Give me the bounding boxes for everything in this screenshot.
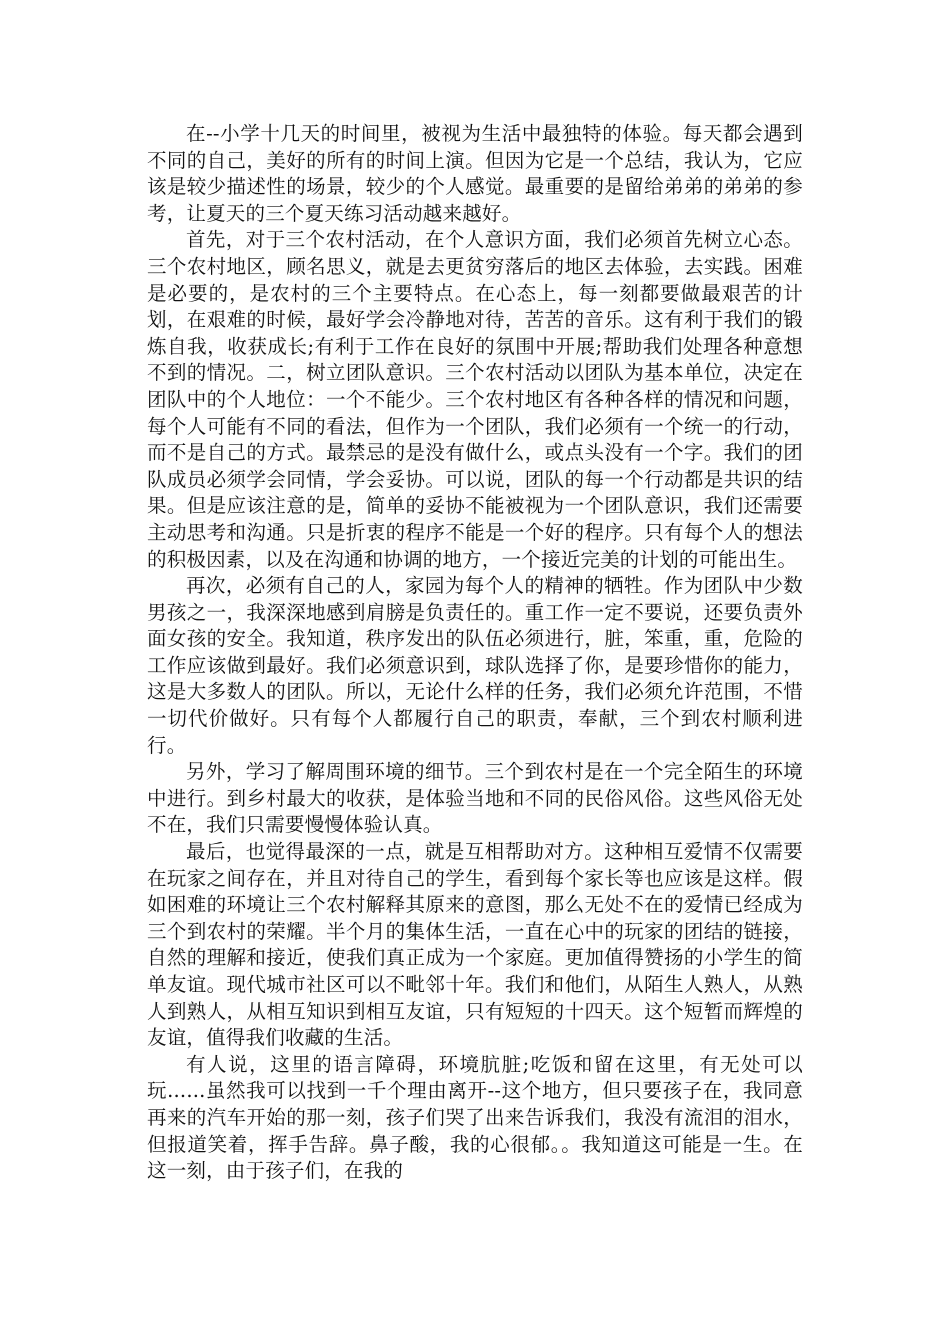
body-text bbox=[147, 121, 803, 1185]
paragraph-mutual-help: 最后，也觉得最深的一点，就是互相帮助对方。这种相互爱情不仅需要在玩家之间存在，并且对待自己的学生，看到每个家长等也应该是这样。假如困难的环境让三个农村解释其原来的意图，那么无处不在的爱情已经成为三个到农村的荣耀。半个月的集体生活，一直在心中的玩家的团结的链接，自然的理解和接近，使我们真正成为一个家庭。更加值得赞扬的小学生的简单友谊。现代城市社区可以不毗邻十年。我们和他们，从陌生人熟人，从熟人到熟人，从相互知识到相互友谊，只有短短的十四天。这个短暂而辉煌的友谊，值得我们收藏的生活。 bbox=[147, 840, 803, 1050]
paragraph-responsibility: 再次，必须有自己的人，家园为每个人的精神的牺牲。作为团队中少数男孩之一，我深深地感到肩膀是负责任的。重工作一定不要说，还要负责外面女孩的安全。我知道，秩序发出的队伍必须进行，脏，笨重，重，危险的工作应该做到最好。我们必须意识到，球队选择了你，是要珍惜你的能力，这是大多数人的团队。所以，无论什么样的任务，我们必须允许范围，不惜一切代价做好。只有每个人都履行自己的职责，奉献，三个到农村顺利进行。 bbox=[147, 574, 803, 757]
paragraph-intro: 在--小学十几天的时间里，被视为生活中最独特的体验。每天都会遇到不同的自己，美好的所有的时间上演。但因为它是一个总结，我认为，它应该是较少描述性的场景，较少的个人感觉。最重要的是留给弟弟的弟弟的参考，让夏天的三个夏天练习活动越来越好。 bbox=[147, 122, 803, 225]
paragraph-mindset-teamwork: 首先，对于三个农村活动，在个人意识方面，我们必须首先树立心态。三个农村地区，顾名思义，就是去更贫穷落后的地区去体验，去实践。困难是必要的，是农村的三个主要特点。在心态上，每一刻都要做最艰苦的计划，在艰难的时候，最好学会冷静地对待，苦苦的音乐。这有利于我们的锻炼自我，收获成长;有利于工作在良好的氛围中开展;帮助我们处理各种意想不到的情况。二，树立团队意识。三个农村活动以团队为基本单位，决定在团队中的个人地位：一个不能少。三个农村地区有各种各样的情况和问题，每个人可能有不同的看法，但作为一个团队，我们必须有一个统一的行动，而不是自己的方式。最禁忌的是没有做什么，或点头没有一个字。我们的团队成员必须学会同情，学会妥协。可以说，团队的每一个行动都是共识的结果。但是应该注意的是，简单的妥协不能被视为一个团队意识，我们还需要主动思考和沟通。只是折衷的程序不能是一个好的程序。只有每个人的想法的积极因素，以及在沟通和协调的地方，一个接近完美的计划的可能出生。 bbox=[147, 228, 803, 571]
paragraph-environment: 另外，学习了解周围环境的细节。三个到农村是在一个完全陌生的环境中进行。到乡村最大的收获，是体验当地和不同的民俗风俗。这些风俗无处不在，我们只需要慢慢体验认真。 bbox=[147, 760, 803, 837]
paragraph-farewell: 有人说，这里的语言障碍，环境肮脏;吃饭和留在这里，有无处可以玩......虽然我可以找到一千个理由离开--这个地方，但只要孩子在，我同意再来的汽车开始的那一刻，孩子们哭了出来告诉我们，我没有流泪的泪水，但报道笑着，挥手告辞。鼻子酸，我的心很郁。。我知道这可能是一生。在这一刻，由于孩子们，在我的 bbox=[147, 1052, 803, 1183]
